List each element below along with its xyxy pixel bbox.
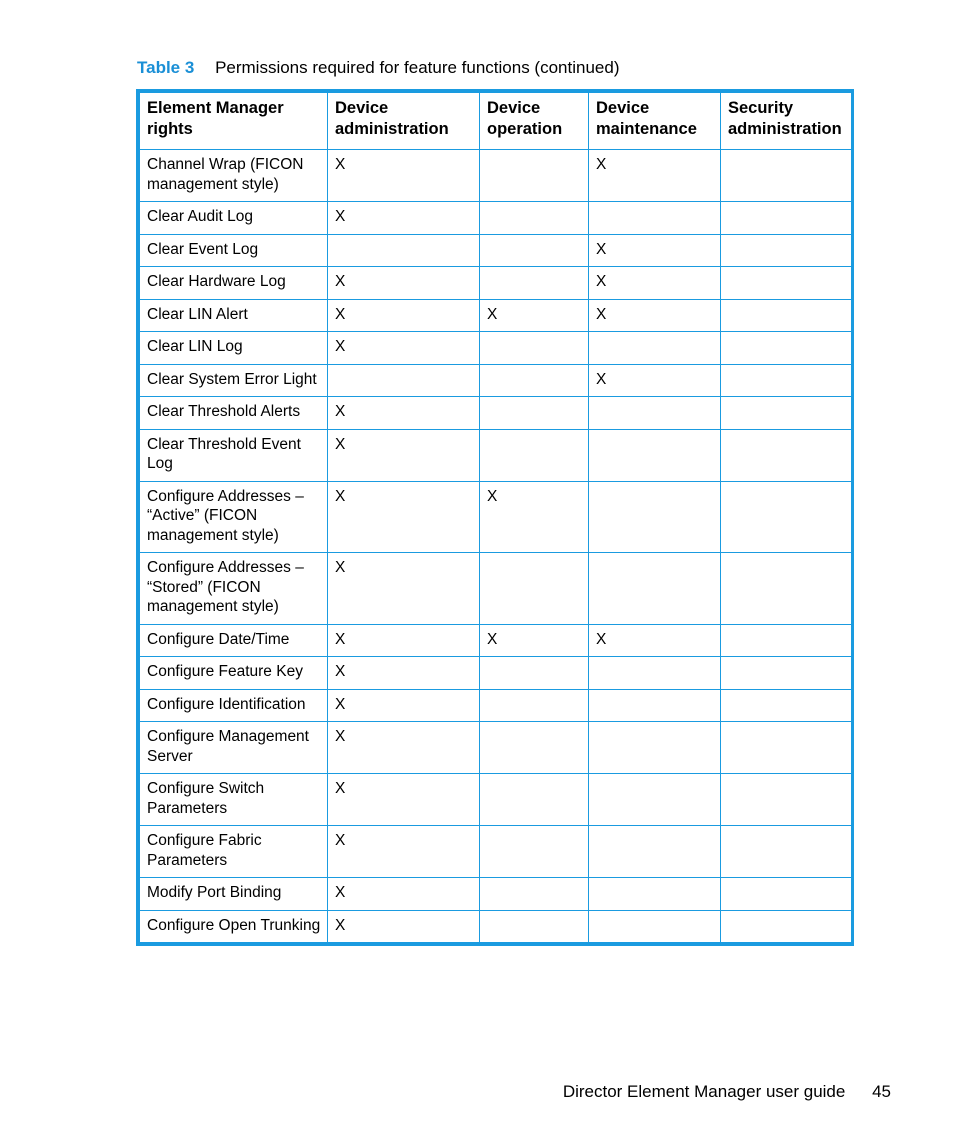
permission-cell [589,481,721,553]
permission-cell [721,364,852,397]
permission-cell: X [328,299,480,332]
rights-cell: Channel Wrap (FICON management style) [140,150,328,202]
permission-cell [721,826,852,878]
permission-cell: X [328,878,480,911]
permission-cell [480,826,589,878]
page-number: 45 [872,1082,891,1101]
permission-cell [721,202,852,235]
permission-cell: X [328,202,480,235]
permission-cell [480,364,589,397]
permission-cell [721,774,852,826]
rights-cell: Clear Audit Log [140,202,328,235]
rights-cell: Configure Open Trunking [140,910,328,943]
permission-cell: X [328,689,480,722]
permission-cell: X [480,299,589,332]
column-header: Element Manager rights [140,93,328,150]
permission-cell [480,429,589,481]
permission-cell [480,910,589,943]
column-header: Device maintenance [589,93,721,150]
permission-cell [589,722,721,774]
permission-cell [721,234,852,267]
footer-title: Director Element Manager user guide [562,1082,846,1101]
table-row [140,267,852,300]
permissions-table-frame [136,89,854,946]
permission-cell [589,397,721,430]
permission-cell [721,429,852,481]
permission-cell [721,624,852,657]
rights-cell: Clear Threshold Alerts [140,397,328,430]
column-header: Device operation [480,93,589,150]
table-row [140,722,852,774]
table-row [140,202,852,235]
table-row [140,878,852,911]
rights-cell: Modify Port Binding [140,878,328,911]
permissions-table [139,92,852,943]
page-footer [563,1082,891,1102]
permission-cell: X [328,397,480,430]
permission-cell [589,910,721,943]
permission-cell: X [589,364,721,397]
rights-cell: Clear Hardware Log [140,267,328,300]
table-row [140,332,852,365]
table-number: Table 3 [137,58,195,77]
permission-cell [480,689,589,722]
rights-cell: Configure Feature Key [140,657,328,690]
permission-cell [721,689,852,722]
table-title: Permissions required for feature functions (continued) [215,58,620,77]
permission-cell [480,267,589,300]
permission-cell [721,299,852,332]
permission-cell [721,910,852,943]
permission-cell: X [589,234,721,267]
permission-cell: X [328,624,480,657]
permission-cell [589,878,721,911]
permission-cell [589,202,721,235]
rights-cell: Configure Addresses – “Stored” (FICON management style) [140,553,328,625]
permission-cell: X [328,657,480,690]
table-row [140,364,852,397]
rights-cell: Clear System Error Light [140,364,328,397]
permission-cell [721,150,852,202]
permission-cell [721,267,852,300]
table-row [140,624,852,657]
permission-cell [721,332,852,365]
rights-cell: Clear Threshold Event Log [140,429,328,481]
permission-cell [721,553,852,625]
permission-cell [328,364,480,397]
table-caption [137,58,620,78]
permission-cell [589,689,721,722]
table-row [140,689,852,722]
permission-cell [721,657,852,690]
permission-cell: X [480,481,589,553]
rights-cell: Configure Identification [140,689,328,722]
permission-cell [480,397,589,430]
permission-cell: X [589,267,721,300]
table-row [140,910,852,943]
permission-cell [721,481,852,553]
column-header: Security administration [721,93,852,150]
permission-cell [480,202,589,235]
rights-cell: Clear LIN Log [140,332,328,365]
table-row [140,481,852,553]
rights-cell: Configure Addresses – “Active” (FICON management style) [140,481,328,553]
table-row [140,429,852,481]
permission-cell [589,774,721,826]
permission-cell [589,826,721,878]
permission-cell [589,553,721,625]
permission-cell: X [589,150,721,202]
permission-cell [328,234,480,267]
rights-cell: Configure Management Server [140,722,328,774]
permission-cell [480,657,589,690]
permission-cell [480,234,589,267]
table-row [140,234,852,267]
permission-cell: X [328,774,480,826]
permission-cell [480,774,589,826]
table-row [140,150,852,202]
permission-cell: X [328,267,480,300]
permission-cell [480,722,589,774]
permission-cell: X [328,553,480,625]
table-row [140,826,852,878]
permission-cell [721,722,852,774]
table-row [140,299,852,332]
permission-cell: X [328,332,480,365]
permission-cell: X [480,624,589,657]
permission-cell: X [328,910,480,943]
permission-cell: X [328,826,480,878]
column-header: Device administration [328,93,480,150]
permission-cell [721,397,852,430]
table-row [140,657,852,690]
permission-cell: X [589,299,721,332]
permission-cell: X [328,150,480,202]
permission-cell: X [328,722,480,774]
permission-cell [480,878,589,911]
permission-cell: X [328,429,480,481]
table-row [140,553,852,625]
table-row [140,774,852,826]
permission-cell: X [328,481,480,553]
permission-cell [480,150,589,202]
table-row [140,397,852,430]
rights-cell: Configure Switch Parameters [140,774,328,826]
rights-cell: Configure Date/Time [140,624,328,657]
rights-cell: Clear LIN Alert [140,299,328,332]
permission-cell [589,657,721,690]
permission-cell [480,553,589,625]
permission-cell [721,878,852,911]
table-header-row [140,93,852,150]
permission-cell [480,332,589,365]
permission-cell: X [589,624,721,657]
rights-cell: Clear Event Log [140,234,328,267]
permission-cell [589,332,721,365]
rights-cell: Configure Fabric Parameters [140,826,328,878]
permission-cell [589,429,721,481]
